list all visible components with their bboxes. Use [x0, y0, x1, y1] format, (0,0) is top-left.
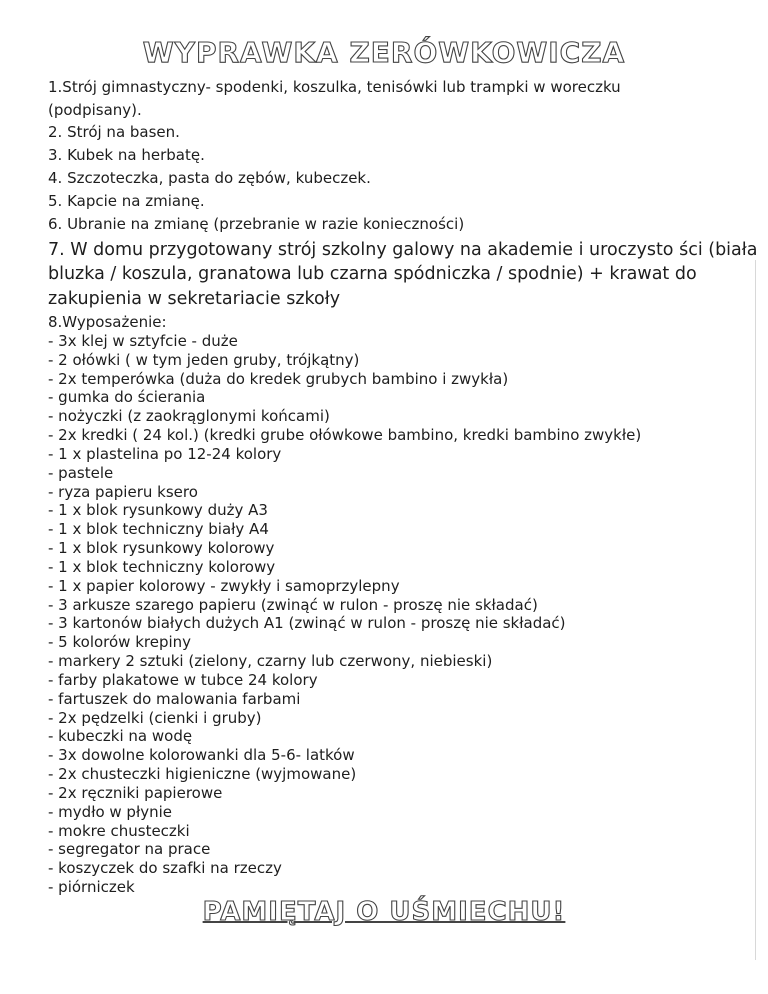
list-item: 3. Kubek na herbatę. — [48, 146, 205, 164]
list-item: - 1 x papier kolorowy - zwykły i samoprzylepny — [48, 577, 400, 595]
list-item: - 1 x blok rysunkowy kolorowy — [48, 539, 275, 557]
list-item: - 1 x blok techniczny biały A4 — [48, 520, 269, 538]
list-item: - pastele — [48, 464, 114, 482]
list-item: - 3 arkusze szarego papieru (zwinąć w rulon - proszę nie składać) — [48, 596, 538, 614]
list-item: - koszyczek do szafki na rzeczy — [48, 859, 282, 877]
list-item: - farby plakatowe w tubce 24 kolory — [48, 671, 318, 689]
list-item: - 2x chusteczki higieniczne (wyjmowane) — [48, 765, 357, 783]
section-heading: 8.Wyposażenie: — [48, 313, 167, 331]
footer-slogan: PAMIĘTAJ O UŚMIECHU! — [202, 897, 566, 927]
list-item: - ryza papieru ksero — [48, 483, 198, 501]
scan-edge-line — [755, 260, 756, 960]
list-item: - markery 2 sztuki (zielony, czarny lub czerwony, niebieski) — [48, 652, 493, 670]
list-item: - mydło w płynie — [48, 803, 172, 821]
list-item: (podpisany). — [48, 101, 142, 119]
list-item: 4. Szczoteczka, pasta do zębów, kubeczek. — [48, 169, 371, 187]
list-item: - segregator na prace — [48, 840, 211, 858]
list-item: 1.Strój gimnastyczny- spodenki, koszulka, tenisówki lub trampki w woreczku — [48, 78, 621, 96]
list-item: - 3x klej w sztyfcie - duże — [48, 332, 238, 350]
list-item: 5. Kapcie na zmianę. — [48, 192, 205, 210]
list-item: - nożyczki (z zaokrąglonymi końcami) — [48, 407, 330, 425]
list-item: zakupienia w sekretariacie szkoły — [48, 289, 341, 309]
list-item: - fartuszek do malowania farbami — [48, 690, 301, 708]
list-item: - 2x temperówka (duża do kredek grubych bambino i zwykła) — [48, 370, 509, 388]
list-item: - 2 ołówki ( w tym jeden gruby, trójkątny) — [48, 351, 360, 369]
list-item: - 2x pędzelki (cienki i gruby) — [48, 709, 262, 727]
list-item: - 2x ręczniki papierowe — [48, 784, 223, 802]
list-item: 2. Strój na basen. — [48, 123, 180, 141]
list-item: 6. Ubranie na zmianę (przebranie w razie konieczności) — [48, 215, 465, 233]
list-item: 7. W domu przygotowany strój szkolny galowy na akademie i uroczysto ści (biała — [48, 240, 758, 260]
list-item: - 1 x blok rysunkowy duży A3 — [48, 501, 268, 519]
list-item: bluzka / koszula, granatowa lub czarna spódniczka / spodnie) + krawat do — [48, 264, 697, 284]
list-item: - piórniczek — [48, 878, 135, 896]
list-item: - gumka do ścierania — [48, 388, 206, 406]
page-title: WYPRAWKA ZERÓWKOWICZA — [142, 36, 626, 69]
list-item: - kubeczki na wodę — [48, 727, 193, 745]
list-item: - 3 kartonów białych dużych A1 (zwinąć w rulon - proszę nie składać) — [48, 614, 566, 632]
list-item: - 1 x blok techniczny kolorowy — [48, 558, 276, 576]
list-item: - 2x kredki ( 24 kol.) (kredki grube ołówkowe bambino, kredki bambino zwykłe) — [48, 426, 642, 444]
list-item: - mokre chusteczki — [48, 822, 190, 840]
list-item: - 1 x plastelina po 12-24 kolory — [48, 445, 282, 463]
list-item: - 5 kolorów krepiny — [48, 633, 192, 651]
list-item: - 3x dowolne kolorowanki dla 5-6- latków — [48, 746, 355, 764]
